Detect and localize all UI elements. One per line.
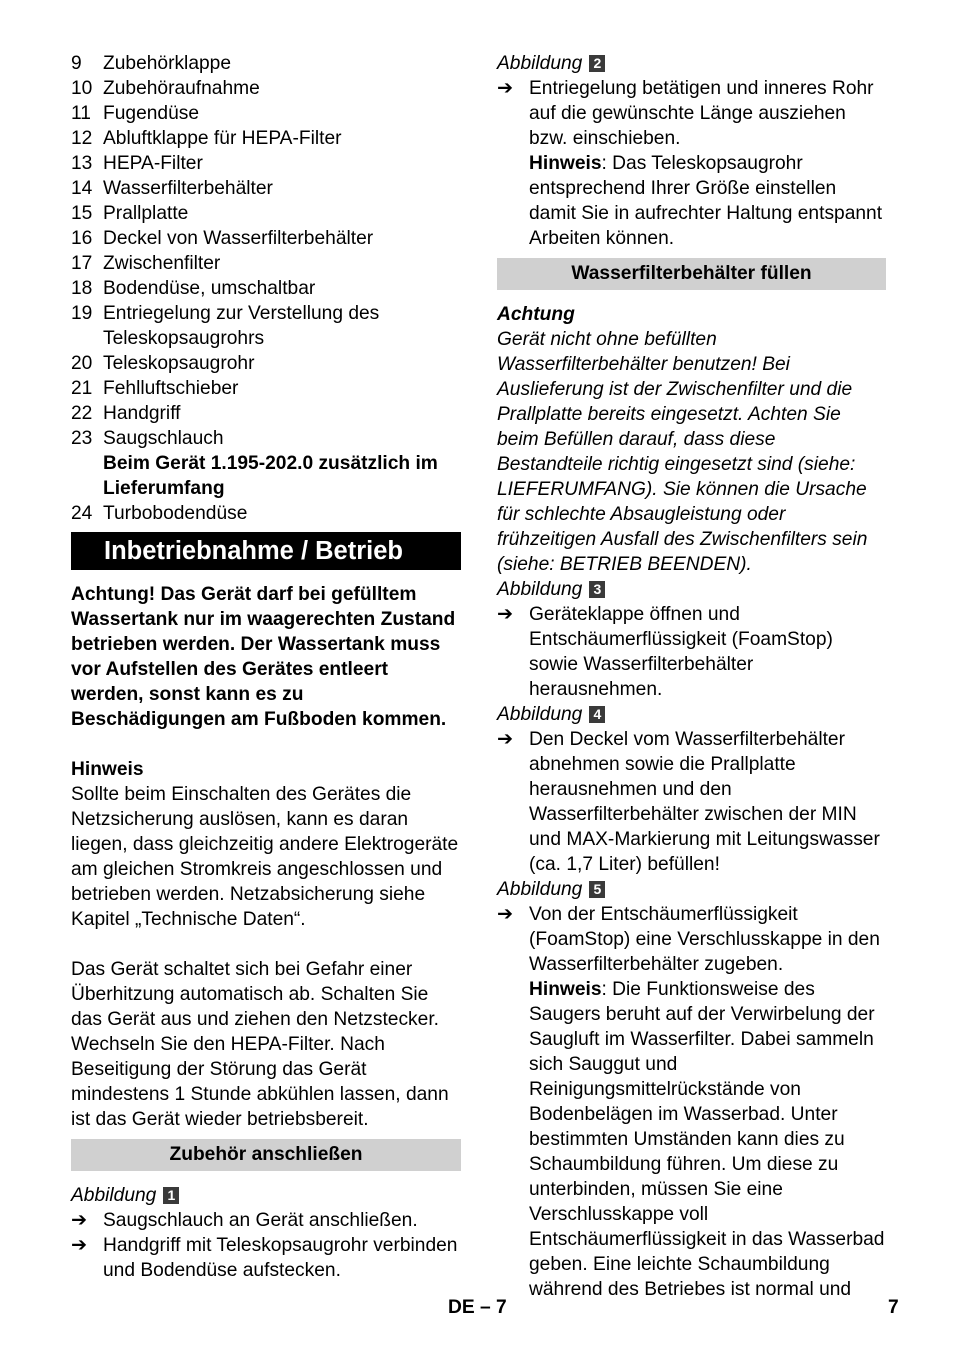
- figure-number-badge: 5: [589, 881, 605, 898]
- parts-note: Beim Gerät 1.195-202.0 zusätzlich im Lieferumfang: [103, 453, 438, 499]
- figure-reference: Abbildung 4: [497, 702, 886, 727]
- figure-number-badge: 3: [589, 581, 605, 598]
- parts-list: [71, 51, 461, 526]
- arrow-icon: ➔: [497, 729, 514, 750]
- section-title: Inbetriebnahme / Betrieb: [71, 532, 461, 570]
- warning-paragraph: Achtung! Das Gerät darf bei gefülltem Wassertank nur im waagerechten Zustand betrieben werden. Der Wassertank muss vor Aufstellen des Gerätes entleert werden, sonst kann es zu Beschädigungen am Fußboden kommen.: [71, 584, 456, 730]
- list-item: 13 HEPA-Filter: [71, 153, 203, 174]
- caution-heading: Achtung: [497, 304, 575, 325]
- figure-reference: Abbildung 5: [497, 877, 886, 902]
- subsection-water-filter: Wasserfilterbehälter füllen: [497, 258, 886, 290]
- list-item: 24 Turbobodendüse: [71, 503, 248, 524]
- hint-label: Hinweis: [529, 153, 602, 174]
- page-number: 7: [888, 1297, 899, 1318]
- list-item: 9 Zubehörklappe: [71, 53, 232, 74]
- instruction-step: ➔ Handgriff mit Teleskopsaugrohr verbinden und Bodendüse aufstecken.: [71, 1235, 458, 1281]
- list-item: 10 Zubehöraufnahme: [71, 78, 260, 99]
- list-item: 16 Deckel von Wasserfilterbehälter: [71, 228, 374, 249]
- instruction-step: ➔ Geräteklappe öffnen und Entschäumerflüssigkeit (FoamStop) sowie Wasserfilterbehälter herausnehmen.: [497, 604, 833, 700]
- figure-reference: Abbildung 2: [497, 51, 886, 76]
- list-item: 15 Prallplatte: [71, 203, 189, 224]
- arrow-icon: ➔: [497, 78, 514, 99]
- list-item: 14 Wasserfilterbehälter: [71, 178, 273, 199]
- hint-heading: Hinweis: [71, 759, 144, 780]
- list-item: 21 Fehlluftschieber: [71, 378, 239, 399]
- hint-paragraph: Sollte beim Einschalten des Gerätes die Netzsicherung auslösen, kann es daran liegen, dass gleichzeitig andere Elektrogeräte am gleichen Stromkreis angeschlossen und betrieben werden. Netzabsicherung siehe Kapitel „Technische Daten“.: [71, 784, 459, 930]
- right-column: [497, 51, 886, 1302]
- overheat-paragraph: Das Gerät schaltet sich bei Gefahr einer Überhitzung automatisch ab. Schalten Sie das Gerät aus und ziehen den Netzstecker. Wechseln Sie den HEPA-Filter. Nach Beseitigung der Störung das Gerät mindestens 1 Stunde abkühlen lassen, dann ist das Gerät wieder betriebsbereit.: [71, 959, 449, 1130]
- arrow-icon: ➔: [497, 604, 514, 625]
- arrow-icon: ➔: [71, 1210, 88, 1231]
- left-column: [71, 51, 461, 1283]
- instruction-step: ➔ Entriegelung betätigen und inneres Rohr auf die gewünschte Länge ausziehen bzw. einschieben. Hinweis: Das Teleskopsaugrohr entsprechend Ihrer Größe einstellen damit Sie in aufrechter Haltung entspannt Arbeiten können.: [497, 78, 883, 249]
- list-item: 19 Entriegelung zur Verstellung des Teleskopsaugrohrs: [71, 303, 380, 349]
- instruction-step: ➔ Den Deckel vom Wasserfilterbehälter abnehmen sowie die Prallplatte herausnehmen und den Wasserfilterbehälter zwischen der MIN und MAX-Markierung mit Leitungswasser (ca. 1,7 Liter) befüllen!: [497, 729, 880, 875]
- instruction-step: ➔ Von der Entschäumerflüssigkeit (FoamStop) eine Verschlusskappe in den Wasserfilterbehälter zugeben. Hinweis: Die Funktionsweise des Saugers beruht auf der Verwirbelung der Saugluft im Wasserfilter. Dabei sammeln sich Sauggut und Reinigungsmittelrückstände von Bodenbelägen im Wasserbad. Unter bestimmten Umständen kann dies zu Schaumbildung führen. Um diese zu unterbinden, müssen Sie eine Verschlusskappe voll Entschäumerflüssigkeit in das Wasserbad geben. Eine leichte Schaumbildung während des Betriebes ist normal und: [497, 904, 885, 1300]
- caution-paragraph: Gerät nicht ohne befüllten Wasserfilterbehälter benutzen! Bei Auslieferung ist der Zwischenfilter und die Prallplatte bereits eingesetzt. Achten Sie beim Befüllen darauf, dass diese Bestandteile richtig eingesetzt sind (siehe: LIEFERUMFANG). Sie können die Ursache für schlechte Absaugleistung oder frühzeitigen Ausfall des Zwischenfilters sein (siehe: BETRIEB BEENDEN).: [497, 329, 868, 575]
- figure-reference: Abbildung 3: [497, 577, 886, 602]
- hint-label: Hinweis: [529, 979, 602, 1000]
- figure-number-badge: 1: [163, 1187, 179, 1204]
- list-item: 18 Bodendüse, umschaltbar: [71, 278, 316, 299]
- list-item: 22 Handgriff: [71, 403, 181, 424]
- figure-reference: Abbildung 1: [71, 1183, 461, 1208]
- page-footer-label: DE – 7: [448, 1297, 507, 1318]
- subsection-accessories: Zubehör anschließen: [71, 1139, 461, 1171]
- figure-number-badge: 4: [589, 706, 605, 723]
- arrow-icon: ➔: [71, 1235, 88, 1256]
- instruction-step: ➔ Saugschlauch an Gerät anschließen.: [71, 1210, 418, 1231]
- arrow-icon: ➔: [497, 904, 514, 925]
- list-item: 17 Zwischenfilter: [71, 253, 221, 274]
- list-item: 12 Abluftklappe für HEPA-Filter: [71, 128, 342, 149]
- list-item: 20 Teleskopsaugrohr: [71, 353, 255, 374]
- figure-number-badge: 2: [589, 55, 605, 72]
- list-item: 11 Fugendüse: [71, 103, 200, 124]
- list-item: 23 Saugschlauch: [71, 428, 224, 449]
